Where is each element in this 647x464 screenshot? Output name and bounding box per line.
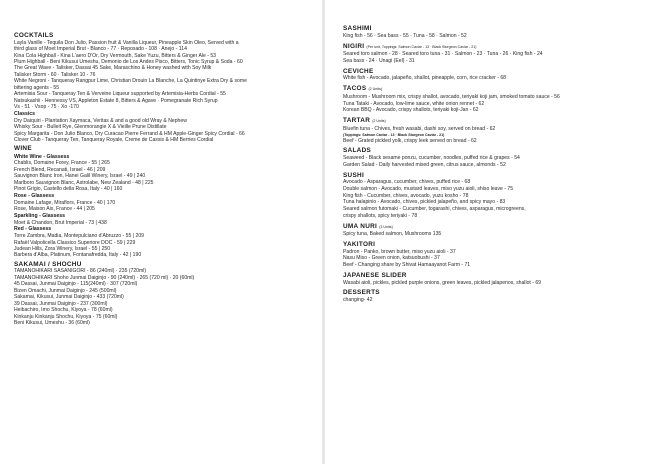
menu-item: Clover Club - Tanqueray Ten, Tanqueray Royale, Creme de Cassis & HM Berries Cordial	[14, 137, 214, 144]
japanese-slider-list	[343, 280, 639, 287]
cocktails-list	[14, 40, 314, 111]
menu-item: Rose, Maison Aix, France - 44 | 205	[14, 205, 95, 212]
menu-item: Seared salmon futomaki - Cucumber, togarashi, chives, asparagus, microgreens,	[343, 206, 526, 213]
menu-item: Barbera d'Alba, Platinum, Fontanafredda, Italy - 42 | 190	[14, 252, 142, 259]
white-wine-heading: White Wine - Glassess	[14, 153, 70, 160]
menu-item: TAMANOHIKARI Shoho Junmai Daiginjo - 90 (240ml) · 265 (720 ml) · 20 (60ml)	[14, 274, 195, 281]
ceviche-heading: CEVICHE	[343, 67, 374, 75]
menu-item: Avocado - Asparagus, cucumber, chives, puffed rice - 68	[343, 179, 471, 186]
menu-item: Vs - 51 · Vsop - 75 · Xo -170	[14, 104, 79, 111]
menu-item: Kinkanju Kinkanju Shochu, Kiyoya - 75 (60ml)	[14, 313, 118, 320]
sake-list	[14, 268, 314, 326]
nigiri-list	[343, 51, 639, 64]
menu-item: Beni Kikusui, Umeshu - 36 (60ml)	[14, 320, 90, 327]
nigiri-heading	[343, 43, 639, 52]
menu-item: White Negroni - Tanqueray Rangpur Lime, Christian Drouin La Blanche, La Quintinye Extra Dry & some	[14, 78, 247, 85]
menu-item: Dry Daiquiri - Plantation Xaymaca, Veritas & and a good old Wray & Nephew	[14, 117, 187, 124]
menu-item: Tuna halapinio - Avocado, chives, pickled jalapeño, and spicy mayo - 83	[343, 199, 506, 206]
menu-item: crispy shallots, spicy teriyaki - 78	[343, 212, 418, 219]
menu-item: Marlboro Sauvignon Blanc, Astrolabe, New Zealand - 48 | 225	[14, 179, 154, 186]
menu-item: Padron - Panko, brown butter, miso yuzu aioli - 37	[343, 248, 456, 255]
menu-item: Beef - Changing share by Shivat Hamaayanot Farm - 71	[343, 262, 471, 269]
wine-heading: WINE	[14, 145, 32, 153]
menu-item: Bluefin tuna - Chives, fresh wasabi, dashi soy, served on bread - 62	[343, 125, 496, 132]
menu-item: Rafaël Valpolicella Classico Superiore DOC - 59 | 229	[14, 239, 136, 246]
salads-list	[343, 155, 639, 168]
tartar-title: TARTAR	[343, 117, 371, 125]
sparkling-wine-heading: Sparkling - Glassess	[14, 212, 66, 219]
tacos-note: (2 Units)	[368, 87, 383, 92]
menu-item: bittering agents - 55	[14, 84, 60, 91]
nigiri-note: (Per unit, Toppings: Salmon Caviar - 13 · Black Sturgeon Caviar - 21)	[366, 44, 477, 49]
rose-wine-list	[14, 200, 314, 213]
classics-list	[14, 118, 314, 144]
menu-item: King fish - Cucumber, chives, avocado, yuzu kosho - 78	[343, 192, 469, 199]
tartar-list	[343, 126, 639, 133]
sparkling-wine-list	[14, 220, 314, 226]
menu-item: Korean BBQ - Avocado, crispy shallots, teriyaki koji-Jan - 62	[343, 107, 479, 114]
menu-item: Tuna Tataki - Avocado, low-lime sauce, white onion rennet - 62	[343, 100, 485, 107]
menu-item: Double salmon - Avocado, mustard leaves, miso yuzu aioli, shiso leave - 75	[343, 185, 514, 192]
menu-item: Artemisia Sour - Tanqueray Ten & Verveine Liqueur supported by Artemisia-Herbs Cordial - 55	[14, 91, 226, 98]
tartar-heading	[343, 117, 639, 126]
menu-item: Bizen Omachi, Junmai Daiginjo - 245 (500ml)	[14, 287, 117, 294]
menu-item: Kina Cola Highball - Kina L'aero D'Or, Dry Vermouth, Sake Yuzu, Bitters & Ginger Ale - 53	[14, 52, 217, 59]
white-wine-list	[14, 160, 314, 192]
menu-item: Talisker Storm - 60 · Talisker 10 - 76	[14, 71, 96, 78]
uma-nuri-note: (3 Units)	[379, 224, 393, 229]
menu-page-left	[0, 0, 322, 464]
menu-item: 45 Dassai, Junmai Daiginjo - 115(240ml) · 307 (720ml)	[14, 281, 138, 288]
sushi-list	[343, 179, 639, 219]
menu-item: Domaine Lafage, Miraflors, France - 40 | 170	[14, 199, 116, 206]
menu-item: Moet & Chandon, Brut Imperial - 73 | 438	[14, 219, 107, 226]
tacos-heading	[343, 85, 639, 94]
yakitori-list	[343, 249, 639, 269]
menu-item: Mushroom - Mushroom mix, crispy shallot, avocado, teriyaki koji jam, smoked tomato sauce - 56	[343, 93, 560, 100]
menu-item: Judean Hills, Zora Winery, Israel - 55 | 250	[14, 245, 111, 252]
menu-item: TAMANOHIKARI SASANIGORI - 86 (240ml) · 235 (720ml)	[14, 268, 147, 275]
menu-item: third glass of Moet Imperial Brut - Blanco - 77 · Reposado - 108 · Anejo - 114	[14, 46, 187, 53]
salads-heading: SALADS	[343, 147, 372, 155]
menu-page-right	[325, 0, 647, 464]
red-wine-heading: Red - Glassess	[14, 226, 52, 233]
tartar-note: (2 Units)	[372, 119, 386, 124]
uma-nuri-heading	[343, 223, 639, 232]
menu-item: Plum Highball - Beni Kikusui Umeshu, Demonio de Los Andes Pisco, Bitters, Tonic Syrup & Soda - 60	[14, 58, 243, 65]
menu-item: Sakamai, Kikusui, Junmai Daiginjo - 433 (720ml)	[14, 294, 124, 301]
menu-item: Whisky Sour - Bulleit Rye, Glenmorangie X & Vieille Prune Distillate	[14, 124, 167, 131]
menu-item: Spicy Margarita - Don Julio Blanco, Dry Curacao Pierre Ferrand & HM Apple-Ginger Spicy Cordial - 66	[14, 130, 245, 137]
tartar-list-2	[343, 138, 639, 145]
menu-item: 39 Dassai, Junmai Daiginjo - 237 (300ml)	[14, 300, 108, 307]
sashimi-list	[343, 33, 639, 40]
uma-nuri-title: UMA NURI	[343, 222, 378, 230]
menu-item: White fish - Avocado, jalapeño, shallot, pineapple, corn, rice cracker - 68	[343, 75, 506, 82]
sake-heading: SAKAMAI / SHOCHU	[14, 260, 82, 268]
menu-item: Pinot Grigio, Castello della Rosa, Italy - 40 | 160	[14, 185, 123, 192]
rose-wine-heading: Rose - Glassess	[14, 192, 55, 199]
menu-item: Spicy tuna, Baked salmon, Mushrooms 135	[343, 231, 442, 238]
tacos-list	[343, 94, 639, 114]
uma-nuri-list	[343, 231, 639, 238]
tartar-toppings-note: (Toppings: Salmon Caviar - 13 · Black Sturgeon Caviar - 21)	[343, 132, 445, 137]
menu-item: Beef - Grated pickled yolk, crispy leek served on bread - 62	[343, 137, 477, 144]
classics-heading: Classics	[14, 111, 36, 118]
sashimi-heading: SASHIMI	[343, 25, 372, 33]
menu-item: Sea bass - 24 · Unagi (Eel) - 31	[343, 57, 415, 64]
menu-item: Seared toro salmon - 28 · Seared toro tuna - 31 · Salmon - 23 · Tuna - 26 · King fish - 24	[343, 51, 543, 58]
menu-item: Layla Vanille - Tequila Don Julio, Passion fruit & Vanilla Liqueur, Pineapple Skin Oleo, Served with a	[14, 39, 239, 46]
desserts-heading: DESSERTS	[343, 289, 380, 297]
red-wine-list	[14, 233, 314, 259]
menu-item: Natsukashii - Hennessy VS, Appleton Estate 8, Bitters & Agave · Pomegranate Rich Syrup	[14, 97, 218, 104]
menu-item: The Great Wave - Talisker, Dassai 45 Sake, Maraschino & Honey washed with Soy Milk	[14, 65, 212, 72]
japanese-slider-heading: JAPANESE SLIDER	[343, 271, 407, 279]
menu-item: Nasu Miso - Green onion, katsuobushi - 37	[343, 255, 440, 262]
ceviche-list	[343, 75, 639, 82]
menu-item: King fish - 56 · Sea bass - 55 · Tuna - 58 · Salmon - 52	[343, 32, 467, 39]
menu-item: French Blend, Recanati, Israel - 46 | 209	[14, 166, 106, 173]
tacos-title: TACOS	[343, 85, 367, 93]
sushi-heading: SUSHI	[343, 171, 365, 179]
desserts-list	[343, 297, 639, 304]
menu-item: Wasabi aioli, pickles, pickled purple onions, green leaves, pickled jalapenos, shallot - 69	[343, 279, 542, 286]
menu-item: changing- 42	[343, 297, 373, 304]
menu-item: Seaweed - Black sesame ponzu, cucumber, noodles, puffed rice & grapes - 54	[343, 155, 520, 162]
nigiri-title: NIGIRI	[343, 42, 365, 50]
menu-item: Torre Zambra, Madia, Montepulciano d'Abruzzo - 55 | 209	[14, 233, 144, 240]
menu-item: Sauvignon Blanc Iron, Hanei Galil Winery, Israel - 49 | 240	[14, 173, 146, 180]
yakitori-heading: YAKITORI	[343, 241, 376, 249]
menu-item: Garden Salad - Daily harvested mixed green, citrus sauce, almonds - 52	[343, 161, 506, 168]
menu-item: Heibachiro, Imo Shochu, Kiyoya - 78 (60ml)	[14, 307, 113, 314]
menu-item: Chablis, Domaine Forey, France - 55 | 265	[14, 160, 110, 167]
cocktails-heading: COCKTAILS	[14, 32, 54, 39]
